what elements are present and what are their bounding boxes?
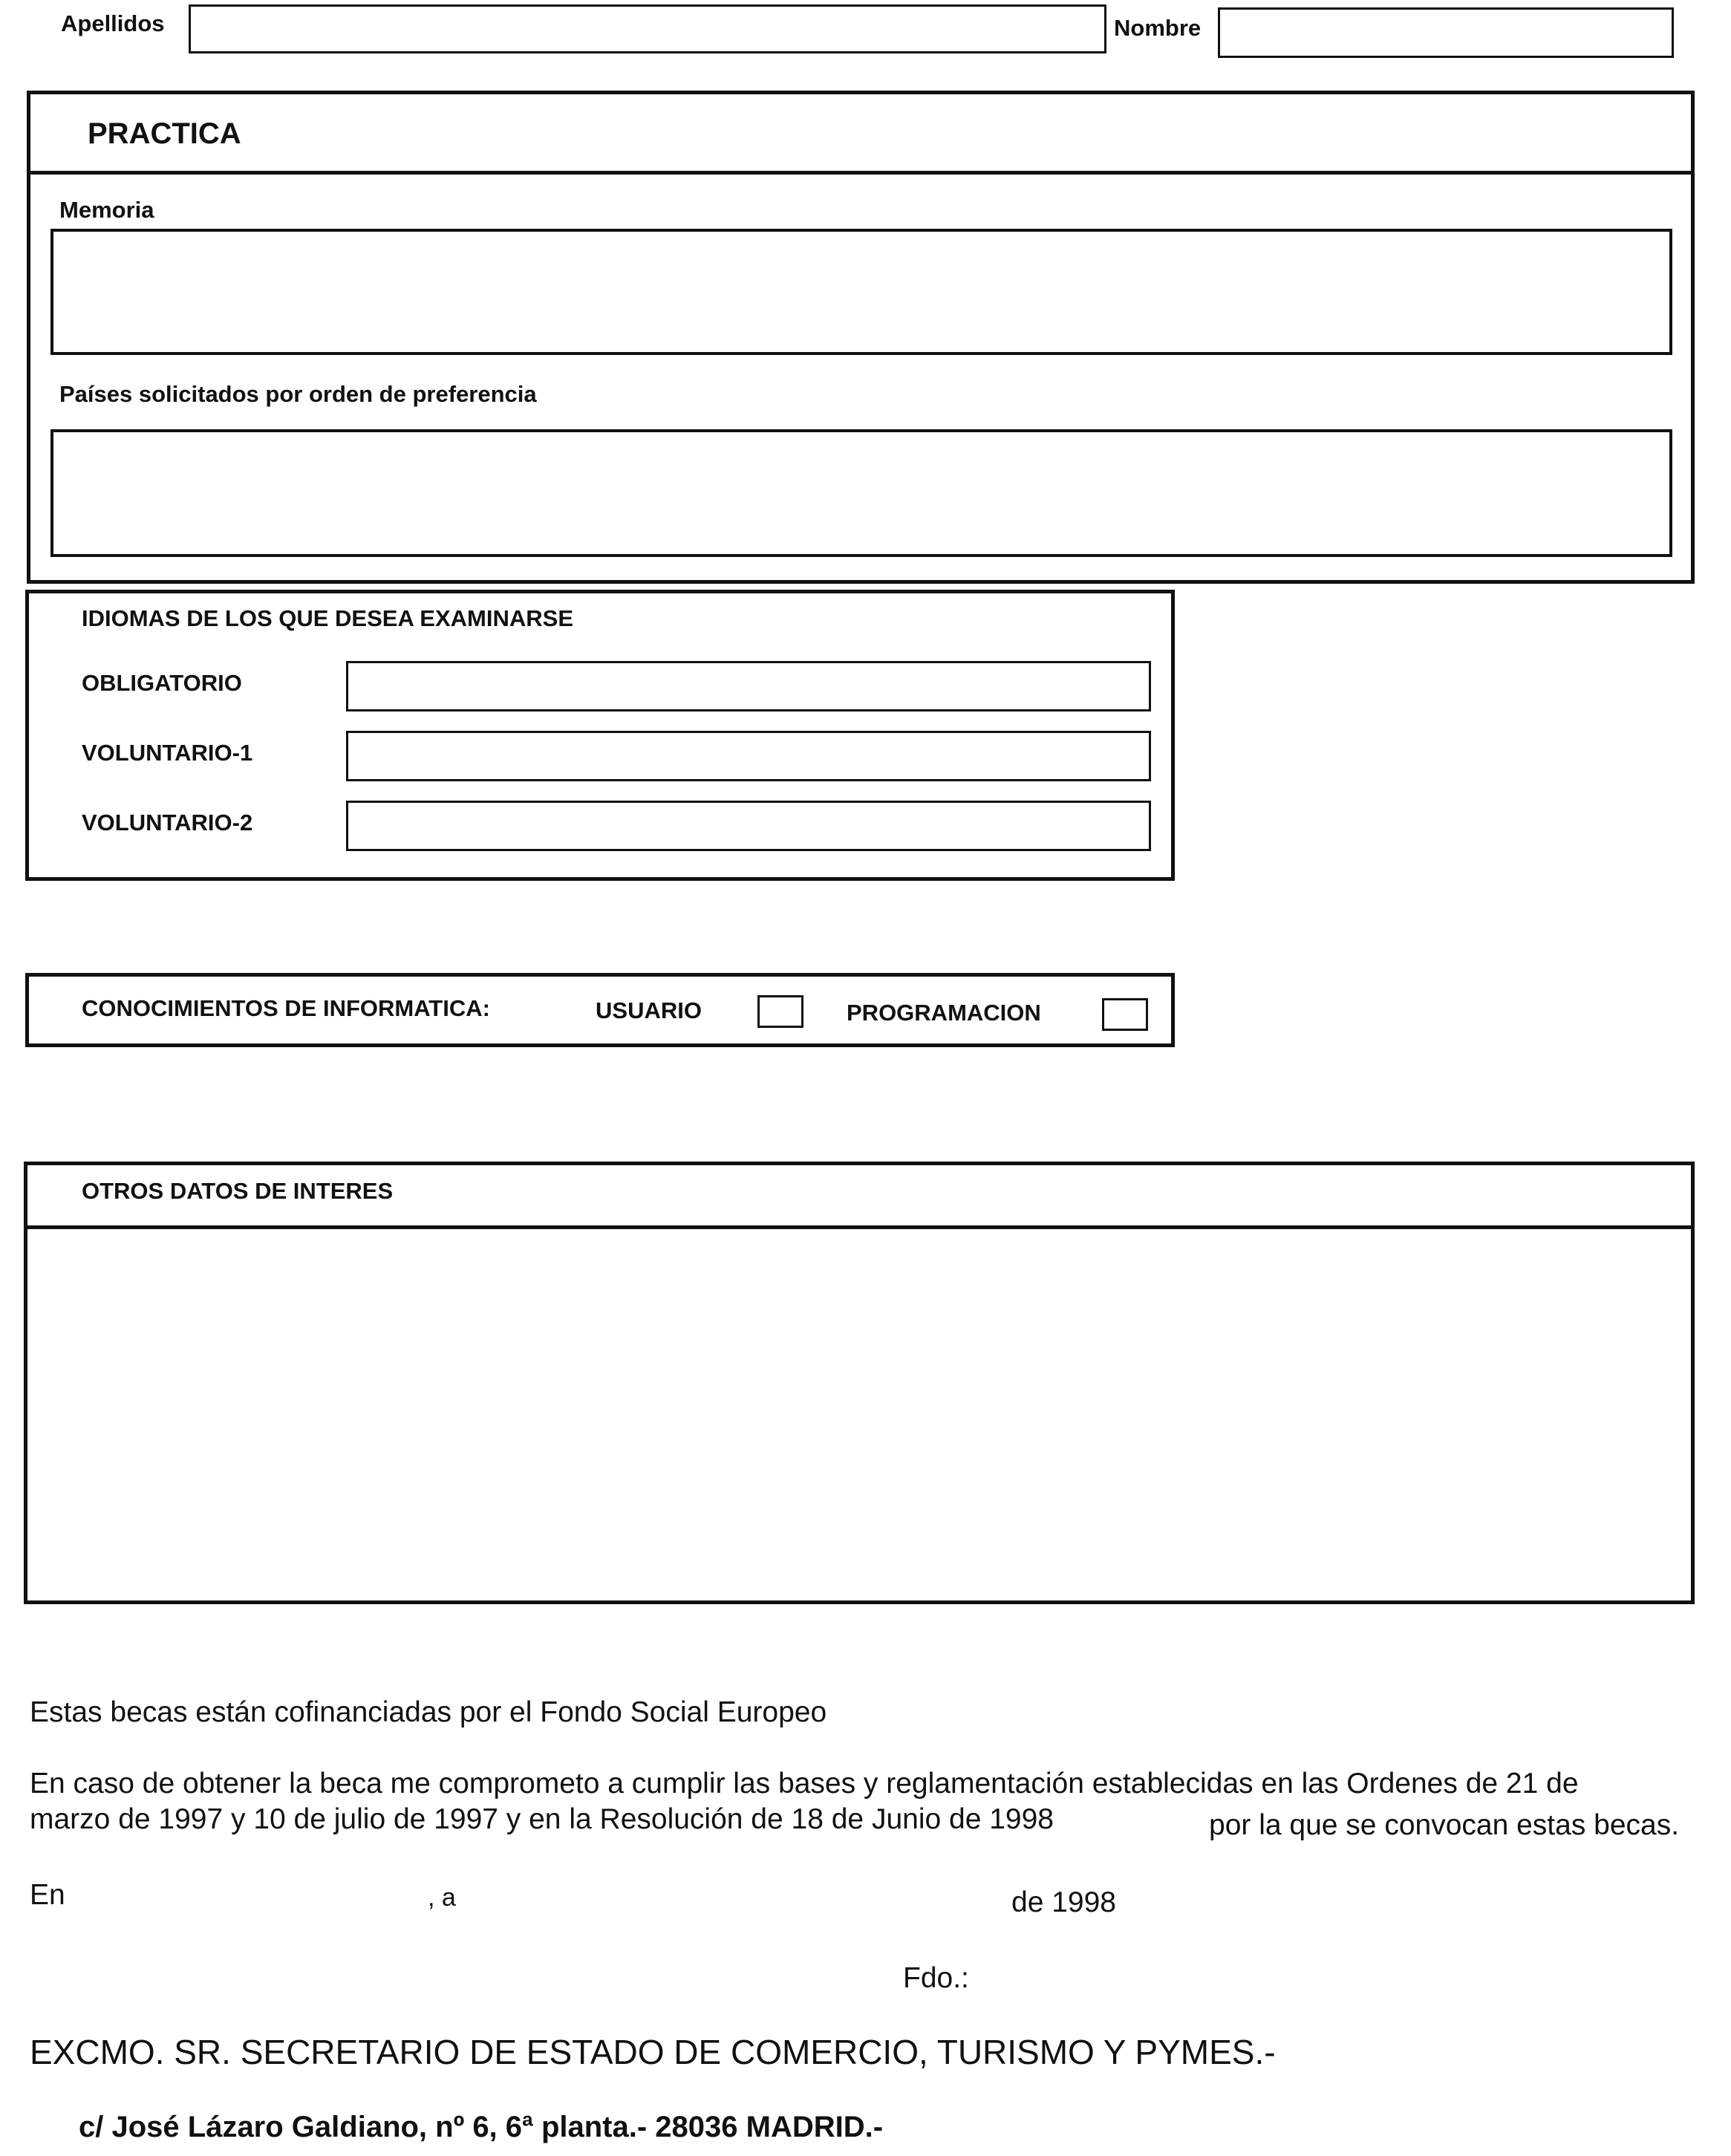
apellidos-input[interactable] [189, 4, 1106, 53]
idioma-voluntario-1-label: VOLUNTARIO-1 [82, 740, 253, 766]
direccion-text: c/ José Lázaro Galdiano, nº 6, 6ª planta.- 28036 MADRID.- [79, 2111, 884, 2143]
informatica-label: CONOCIMIENTOS DE INFORMATICA: [82, 995, 490, 1021]
compromiso-line-1: En caso de obtener la beca me comprometo a cumplir las bases y reglamentación establecidas en las Ordenes de 21 de [30, 1768, 1579, 1800]
idioma-voluntario-2-label: VOLUNTARIO-2 [82, 810, 253, 836]
programacion-label: PROGRAMACION [847, 1000, 1041, 1026]
idioma-obligatorio-label: OBLIGATORIO [82, 670, 242, 696]
cofinanciacion-text: Estas becas están cofinanciadas por el Fondo Social Europeo [30, 1696, 827, 1728]
nombre-input[interactable] [1218, 7, 1674, 58]
paises-label: Países solicitados por orden de preferencia [59, 381, 537, 407]
otros-title: OTROS DATOS DE INTERES [82, 1178, 394, 1204]
compromiso-line-2a: marzo de 1997 y 10 de julio de 1997 y en la Resolución de 18 de Junio de 1998 [30, 1803, 1054, 1835]
practica-divider [27, 171, 1695, 175]
idioma-voluntario-1-input[interactable] [346, 731, 1151, 781]
practica-title: PRACTICA [88, 117, 241, 150]
lugar-prefix: En [30, 1879, 65, 1911]
otros-textarea[interactable] [30, 1231, 1689, 1600]
idioma-obligatorio-input[interactable] [346, 661, 1151, 711]
fecha-input[interactable] [475, 1877, 995, 1910]
memoria-label: Memoria [59, 197, 154, 223]
programacion-checkbox[interactable] [1102, 998, 1148, 1031]
fecha-separator: , a [428, 1883, 456, 1912]
firma-label: Fdo.: [903, 1962, 969, 1994]
idiomas-title: IDIOMAS DE LOS QUE DESEA EXAMINARSE [82, 605, 573, 631]
destinatario-text: EXCMO. SR. SECRETARIO DE ESTADO DE COMERCIO, TURISMO Y PYMES.- [30, 2033, 1276, 2071]
paises-textarea[interactable] [50, 429, 1672, 557]
anio-text: de 1998 [1011, 1886, 1116, 1918]
otros-divider [24, 1225, 1695, 1229]
idioma-voluntario-2-input[interactable] [346, 801, 1151, 851]
nombre-label: Nombre [1114, 15, 1202, 41]
usuario-label: USUARIO [596, 997, 702, 1023]
compromiso-line-2b: por la que se convocan estas becas. [1209, 1809, 1680, 1841]
usuario-checkbox[interactable] [757, 995, 803, 1028]
lugar-input[interactable] [82, 1877, 416, 1910]
apellidos-label: Apellidos [61, 10, 165, 36]
memoria-textarea[interactable] [50, 229, 1672, 355]
